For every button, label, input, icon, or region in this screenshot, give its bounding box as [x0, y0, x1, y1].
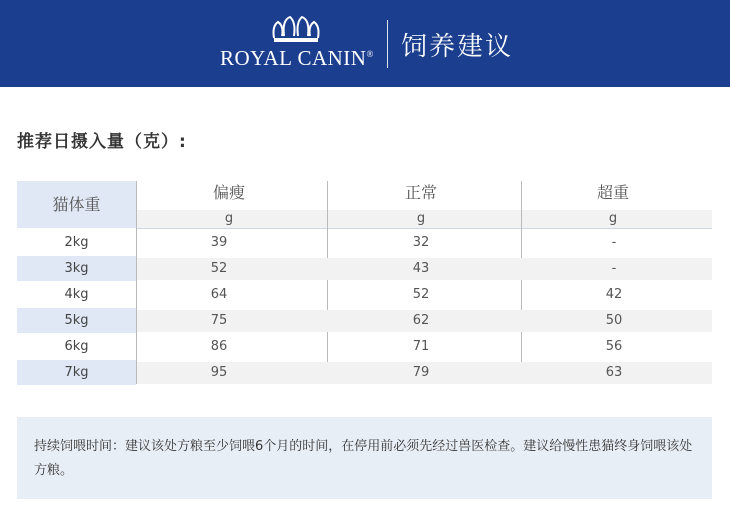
- weight-cell: 3kg: [64, 261, 89, 276]
- intake-value-cell: 86: [210, 339, 228, 354]
- crown-icon: [268, 14, 324, 44]
- intake-value-cell: 52: [210, 261, 228, 276]
- intake-value-cell: 62: [412, 313, 430, 328]
- column-divider: [521, 181, 522, 384]
- brand-logo: [220, 14, 374, 74]
- brand-name: ROYAL CANIN®: [220, 46, 374, 70]
- intake-value-cell: 95: [210, 365, 228, 380]
- intake-value-cell: 63: [605, 365, 623, 380]
- weight-cell: 6kg: [64, 339, 89, 354]
- intake-value-cell: 52: [412, 287, 430, 302]
- page-title: 饲养建议: [401, 32, 514, 62]
- header-divider: [387, 20, 388, 68]
- intake-value-cell: 64: [210, 287, 228, 302]
- intake-value-cell: 75: [210, 313, 228, 328]
- section-title: 推荐日摄入量（克）:: [17, 132, 187, 152]
- intake-value-cell: 43: [412, 261, 430, 276]
- intake-value-cell: 79: [412, 365, 430, 380]
- intake-value-cell: -: [611, 261, 617, 276]
- unit-normal: g: [416, 211, 426, 226]
- header-banner: [0, 0, 730, 87]
- weight-cell: 2kg: [64, 235, 89, 250]
- intake-value-cell: -: [611, 235, 617, 250]
- column-divider: [136, 181, 137, 384]
- header-underline: [137, 228, 712, 229]
- weight-cell: 5kg: [64, 313, 89, 328]
- weight-cell: 4kg: [64, 287, 89, 302]
- weight-cell: 7kg: [64, 365, 89, 380]
- intake-value-cell: 50: [605, 313, 623, 328]
- category-overweight: 超重: [596, 183, 629, 202]
- weight-header: 猫体重: [52, 195, 101, 214]
- intake-value-cell: 71: [412, 339, 430, 354]
- intake-value-cell: 39: [210, 235, 228, 250]
- feeding-note: 持续饲喂时间：建议该处方粮至少饲喂6个月的时间，在停用前必须先经过兽医检查。建议给慢性患猫终身饲喂该处方粮。: [34, 439, 693, 478]
- intake-value-cell: 42: [605, 287, 623, 302]
- column-divider: [327, 181, 328, 384]
- category-normal: 正常: [404, 183, 437, 202]
- intake-value-cell: 32: [412, 235, 430, 250]
- intake-value-cell: 56: [605, 339, 623, 354]
- unit-overweight: g: [608, 211, 618, 226]
- unit-underweight: g: [224, 211, 234, 226]
- feeding-note-box: [17, 417, 712, 499]
- category-underweight: 偏瘦: [212, 183, 245, 202]
